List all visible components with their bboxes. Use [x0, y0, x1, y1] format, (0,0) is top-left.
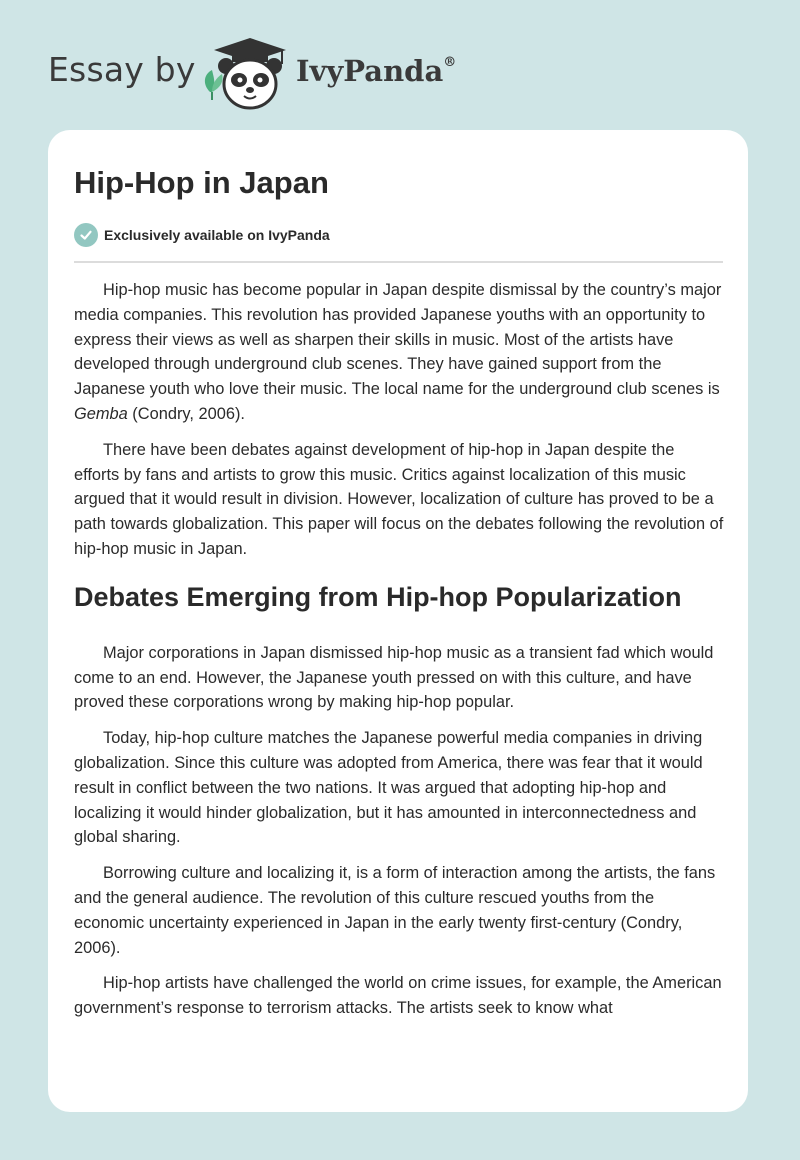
check-icon: [74, 223, 98, 247]
paragraph-1-citation: (Condry, 2006).: [127, 404, 245, 423]
essay-card: [48, 130, 748, 1112]
paragraph-5: Borrowing culture and localizing it, is a form of interaction among the artists, the fans and the general audience. The revolution of this culture rescued youths from the economic uncertainty experienced in Japan in the early twenty first-century (Condry, 2006).: [74, 864, 716, 957]
section-heading: Debates Emerging from Hip-hop Popularization: [74, 581, 682, 612]
paragraph-4: Today, hip-hop culture matches the Japanese powerful media companies in driving globalization. Since this culture was adopted from America, there was fear that it would result in conflict between the two nations. It was argued that adopting hip-hop and localizing it would hinder globalization, but it has amounted in interconnectedness and global sharing.: [74, 729, 703, 847]
essay-by-label: Essay by: [48, 50, 196, 89]
paragraph-1-text: Hip-hop music has become popular in Japan despite dismissal by the country’s major media companies. This revolution has provided Japanese youths with an opportunity to express their views as well as sharpen their skills in music. Most of the artists have developed through underground club scenes. They have gained support from the Japanese youth who love their music. The local name for the underground club scenes is: [74, 281, 722, 399]
panda-logo-icon[interactable]: [200, 34, 292, 112]
exclusive-badge: [74, 222, 330, 248]
divider: [74, 261, 723, 263]
paragraph-3: Major corporations in Japan dismissed hip-hop music as a transient fad which would come to an end. However, the Japanese youth pressed on with this culture, and have proved these corporations wrong by making hip-hop popular.: [74, 643, 714, 712]
site-header: [0, 0, 800, 130]
term-gemba: Gemba: [74, 404, 128, 423]
page-title: Hip-Hop in Japan: [74, 165, 329, 200]
paragraph-6: Hip-hop artists have challenged the world on crime issues, for example, the American government’s response to terrorism attacks. The artists seek to know what: [74, 974, 722, 1018]
brand-text: IvyPanda: [296, 54, 444, 88]
badge-text: Exclusively available on IvyPanda: [104, 227, 330, 243]
essay-body: [74, 278, 724, 1032]
brand-name[interactable]: [296, 54, 456, 88]
registered-mark: ®: [443, 55, 457, 71]
paragraph-1: [74, 278, 724, 427]
paragraph-2: There have been debates against development of hip-hop in Japan despite the efforts by fans and artists to grow this music. Critics against localization of this music argued that it would result in division. However, localization of culture has proved to be a path towards globalization. This paper will focus on the debates following the revolution of hip-hop music in Japan.: [74, 440, 724, 558]
